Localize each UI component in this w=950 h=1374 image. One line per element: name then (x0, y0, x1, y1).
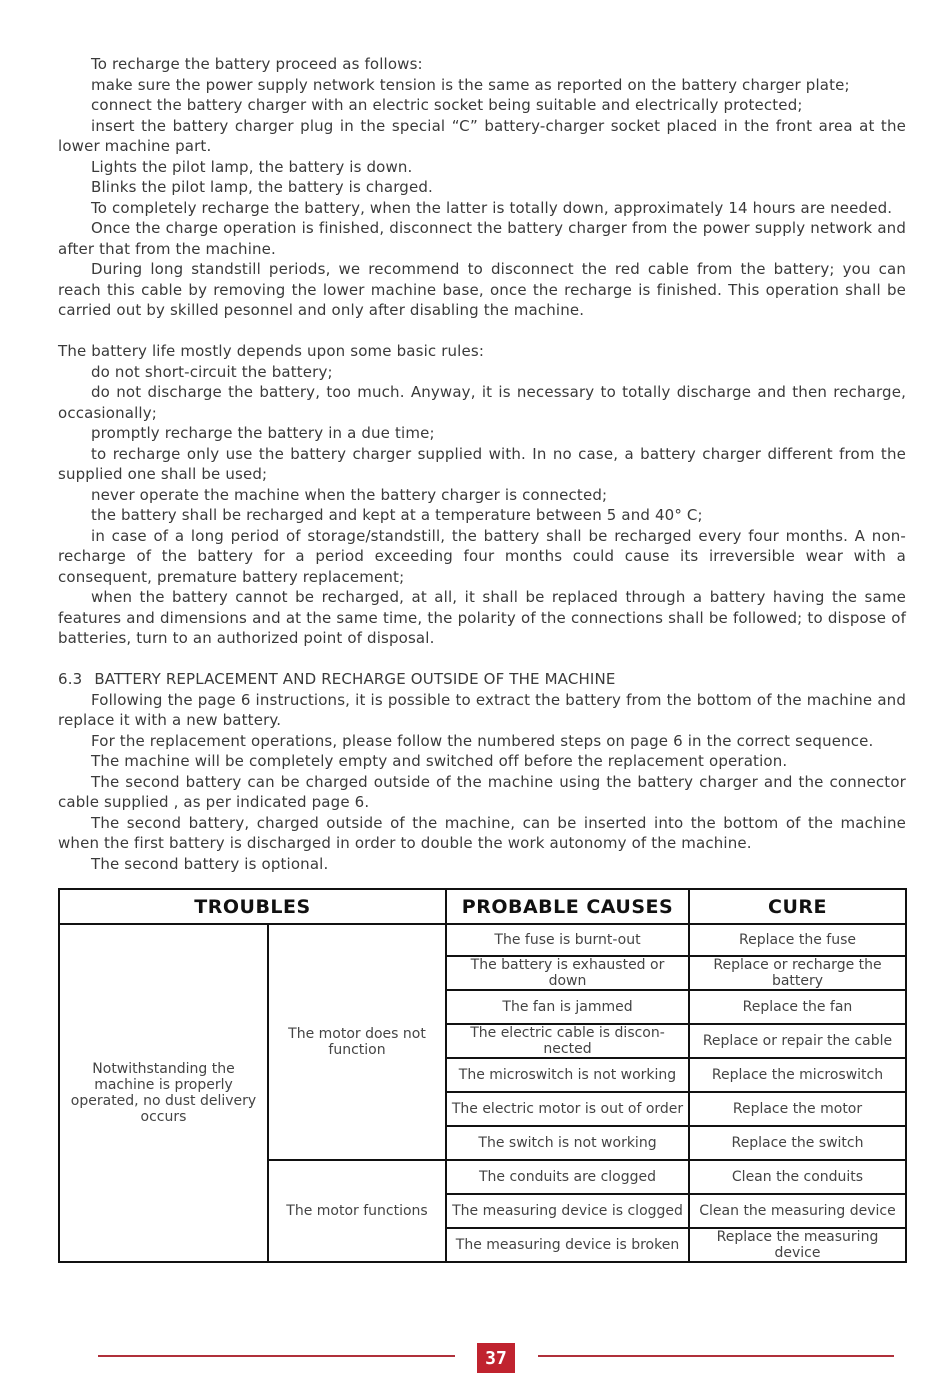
page-number: 37 (477, 1343, 515, 1373)
battery-rules-list (58, 362, 906, 649)
cure-cell: Replace the motor (689, 1092, 906, 1126)
cure-cell: Replace or recharge the battery (689, 956, 906, 990)
cure-cell: Replace the fuse (689, 924, 906, 956)
rule-item: in case of a long period of storage/standstill, the battery shall be recharged every four months. A non-recharge of the battery for a period exceeding four months could cause its irreversible wear with a consequent, premature battery replacement; (58, 526, 906, 586)
section-paragraph: Following the page 6 instructions, it is possible to extract the battery from the bottom of the machine and replace it with a new battery. (58, 690, 906, 729)
troubleshooting-table (58, 888, 907, 1263)
cause-cell: The battery is exhausted or down (446, 956, 689, 990)
section-paragraph: For the replacement operations, please follow the numbered steps on page 6 in the correct sequence. (91, 731, 874, 750)
header-troubles: TROUBLES (59, 889, 446, 924)
paragraph: connect the battery charger with an electric socket being suitable and electrically protected; (91, 96, 803, 114)
paragraph: During long standstill periods, we recommend to disconnect the red cable from the battery; you can reach this cable by removing the lower machine base, once the recharge is finished. This operation shall be carried out by skilled pesonnel and only after disabling the machine. (58, 260, 906, 319)
paragraph: insert the battery charger plug in the special “C” battery-charger socket placed in the front area at the lower machine part. (58, 116, 906, 155)
cure-cell: Clean the conduits (689, 1160, 906, 1194)
rule-item: do not short-circuit the battery; (91, 362, 333, 381)
rules-intro: The battery life mostly depends upon some basic rules: (58, 342, 485, 360)
rule-item: never operate the machine when the battery charger is connected; (91, 485, 608, 504)
section-paragraph: The second battery is optional. (91, 854, 329, 873)
rule-item: do not discharge the battery, too much. Anyway, it is necessary to totally discharge and then recharge, occasionally; (58, 383, 906, 422)
rule-item: promptly recharge the battery in a due time; (91, 424, 435, 442)
paragraph: To recharge the battery proceed as follows: (91, 55, 423, 73)
cause-cell: The fan is jammed (446, 990, 689, 1024)
body-text (58, 54, 906, 874)
cure-cell: Replace the measuring device (689, 1228, 906, 1262)
section-number: 6.3 (58, 670, 83, 688)
cure-cell: Replace the microswitch (689, 1058, 906, 1092)
condition-cell: The motor functions (268, 1160, 446, 1262)
header-causes: PROBABLE CAUSES (446, 889, 689, 924)
section-paragraph: The second battery, charged outside of the machine, can be inserted into the bottom of the machine when the first battery is discharged in order to double the work autonomy of the machine. (58, 813, 906, 852)
cause-cell: The measuring device is clogged (446, 1194, 689, 1228)
paragraph: To completely recharge the battery, when the latter is totally down, approximately 14 hours are needed. (91, 198, 893, 217)
recharge-instructions (58, 54, 906, 321)
footer-rule-right (538, 1355, 894, 1357)
condition-cell: The motor does not function (268, 924, 446, 1160)
section-heading (58, 669, 906, 690)
cure-cell: Replace or repair the cable (689, 1024, 906, 1058)
cause-cell: The conduits are clogged (446, 1160, 689, 1194)
table-body (59, 924, 906, 1262)
paragraph: Blinks the pilot lamp, the battery is charged. (91, 178, 433, 196)
cause-cell: The electric motor is out of order (446, 1092, 689, 1126)
cause-cell: The electric cable is discon-nected (446, 1024, 689, 1058)
cause-cell: The measuring device is broken (446, 1228, 689, 1262)
header-cure: CURE (689, 889, 906, 924)
paragraph: make sure the power supply network tension is the same as reported on the battery charger plate; (91, 75, 850, 94)
section-paragraph: The machine will be completely empty and switched off before the replacement operation. (91, 752, 788, 770)
section-title: BATTERY REPLACEMENT AND RECHARGE OUTSIDE OF THE MACHINE (94, 670, 616, 688)
cure-cell: Replace the fan (689, 990, 906, 1024)
cause-cell: The switch is not working (446, 1126, 689, 1160)
paragraph: Once the charge operation is finished, disconnect the battery charger from the power supply network and after that from the machine. (58, 219, 906, 258)
section-paragraph: The second battery can be charged outside of the machine using the battery charger and the connector cable supplied , as per indicated page 6. (58, 772, 906, 811)
table-row (59, 924, 906, 956)
section-paragraphs (58, 690, 906, 875)
cure-cell: Clean the measuring device (689, 1194, 906, 1228)
rule-item: when the battery cannot be recharged, at all, it shall be replaced through a battery having the same features and dimensions and at the same time, the polarity of the connections shall be followed; to dispose of batteries, turn to an authorized point of disposal. (58, 588, 906, 647)
cure-cell: Replace the switch (689, 1126, 906, 1160)
rule-item: the battery shall be recharged and kept at a temperature between 5 and 40° C; (91, 506, 703, 524)
cause-cell: The fuse is burnt-out (446, 924, 689, 956)
rule-item: to recharge only use the battery charger supplied with. In no case, a battery charger different from the supplied one shall be used; (58, 444, 906, 483)
table-header-row (59, 889, 906, 924)
footer-rule-left (98, 1355, 455, 1357)
trouble-cell: Notwithstanding the machine is properly operated, no dust delivery occurs (59, 924, 268, 1262)
paragraph: Lights the pilot lamp, the battery is down. (91, 157, 413, 176)
cause-cell: The microswitch is not working (446, 1058, 689, 1092)
